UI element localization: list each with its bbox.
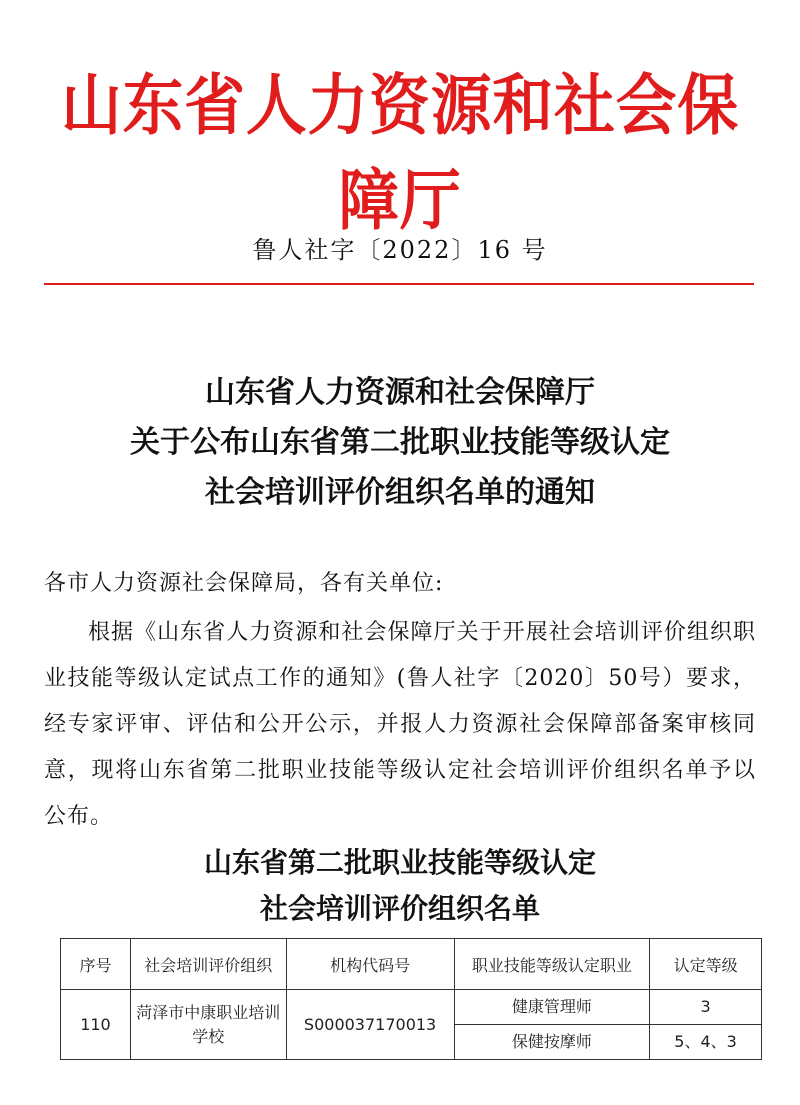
cell-occupation: 健康管理师: [454, 990, 650, 1025]
cell-organization: 菏泽市中康职业培训学校: [130, 990, 286, 1060]
column-header: 序号: [61, 939, 131, 990]
column-header: 社会培训评价组织: [130, 939, 286, 990]
notice-title-line: 社会培训评价组织名单的通知: [205, 475, 595, 510]
notice-body: 根据《山东省人力资源和社会保障厅关于开展社会培训评价组织职业技能等级认定试点工作的通知》(鲁人社字〔2020〕50号）要求，经专家评审、评估和公开公示，并报人力资源社会保障部备案审核同意，现将山东省第二批职业技能等级认定社会培训评价组织名单予以公布。: [44, 620, 756, 829]
list-title: [0, 840, 800, 932]
column-header: 职业技能等级认定职业: [454, 939, 650, 990]
agency-header-title: 山东省人力资源和社会保障厅: [60, 66, 740, 239]
list-title-line: 社会培训评价组织名单: [259, 892, 540, 925]
cell-levels: 3: [650, 990, 762, 1025]
notice-title-line: 山东省人力资源和社会保障厅: [205, 375, 595, 410]
red-divider: [44, 283, 754, 285]
cell-serial-number: 110: [61, 990, 131, 1060]
column-header: 认定等级: [650, 939, 762, 990]
list-title-line: 山东省第二批职业技能等级认定: [203, 846, 596, 879]
addressee: 各市人力资源社会保障局，各有关单位:: [44, 571, 444, 596]
cell-levels: 5、4、3: [650, 1025, 762, 1060]
notice-title: [0, 368, 800, 518]
table-row: [61, 990, 762, 1025]
organization-table: [60, 938, 762, 1060]
cell-org-code: S000037170013: [286, 990, 454, 1060]
cell-occupation: 保健按摩师: [454, 1025, 650, 1060]
table-header-row: [61, 939, 762, 990]
column-header: 机构代码号: [286, 939, 454, 990]
document-number: 鲁人社字〔2022〕16 号: [252, 236, 548, 264]
notice-title-line: 关于公布山东省第二批职业技能等级认定: [130, 425, 670, 460]
